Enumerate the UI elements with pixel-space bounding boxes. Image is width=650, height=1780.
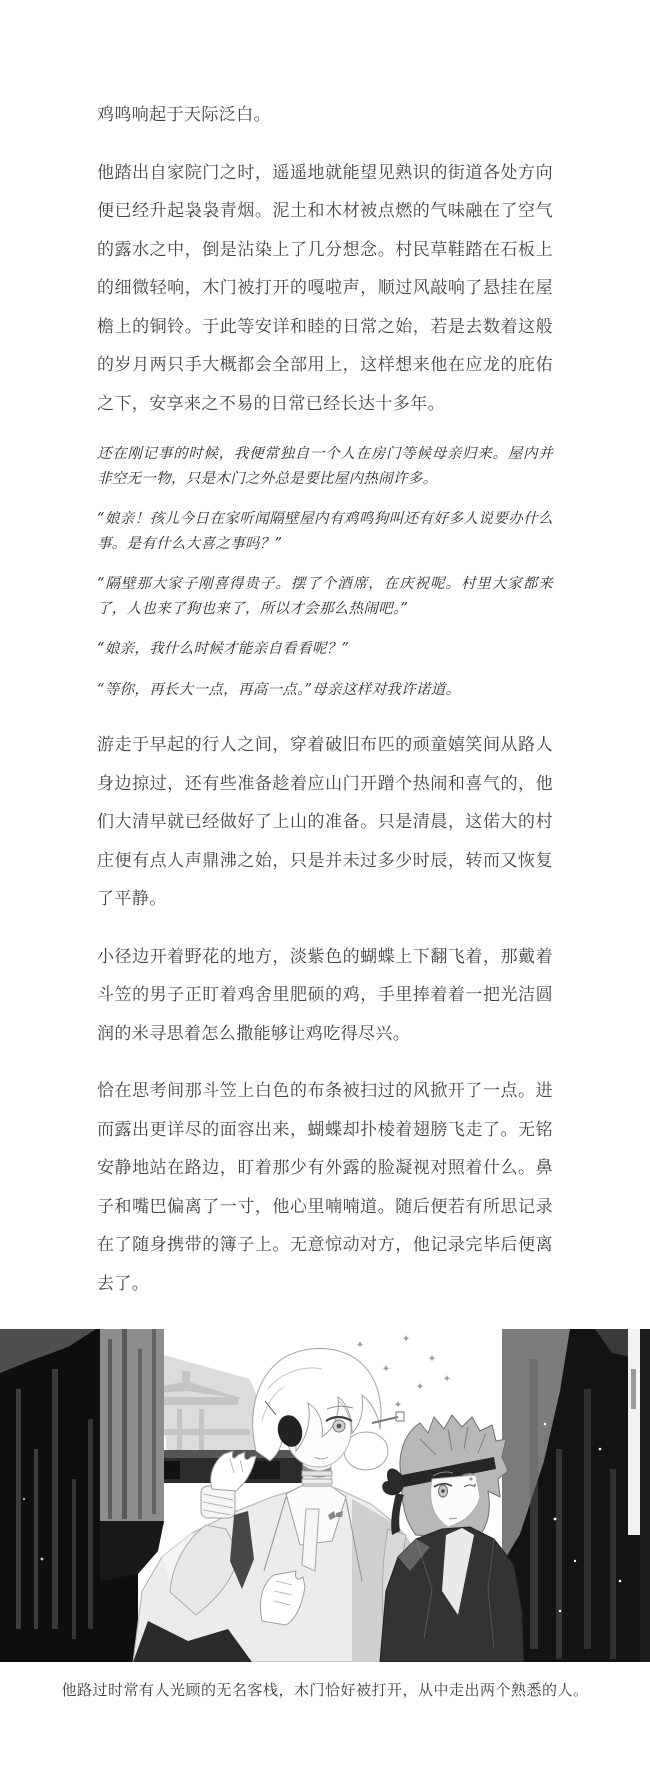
flashback-paragraph: “娘亲！孩儿今日在家听闻隔壁屋内有鸡鸣狗叫还有好多人说要办什么事。是有什么大喜之事吗？” [97,511,553,552]
flashback-paragraph: “娘亲，我什么时候才能亲自看看呢？” [97,641,350,657]
illustration-canvas [0,1329,650,1662]
story-paragraph: 鸡鸣响起于天际泛白。 [97,105,271,124]
eye-pupil [337,1424,342,1429]
flashback-paragraph: “隔壁那大家子刚喜得贵子。摆了个酒席，在庆祝呢。村里大家都来了，人也来了狗也来了，所以才会那么热闹吧。” [97,576,553,617]
story-paragraph: 恰在思考间那斗笠上白色的布条被扫过的风掀开了一点。进而露出更详尽的面容出来，蝴蝶却扑棱着翅膀飞走了。无铭安静地站在路边，盯着那少有外露的脸凝视对照着什么。鼻子和嘴巴偏离了一寸，他心里喃喃道。随后便若有所思记录在了随身携带的簿子上。无意惊动对方，他记录完毕后便离去了。 [97,1081,553,1293]
manga-illustration [0,1329,650,1780]
story-paragraph: 小径边开着野花的地方，淡紫色的蝴蝶上下翻飞着，那戴着斗笠的男子正盯着鸡舍里肥硕的鸡，手里捧着着一把光洁圆润的米寻思着怎么撒能够让鸡吃得尽兴。 [97,946,553,1043]
face-mark-dot-2 [474,1484,477,1487]
flashback-paragraph: 还在刚记事的时候，我便常独自一个人在房门等候母亲归来。屋内并非空无一物，只是木门之外总是要比屋内热闹许多。 [97,446,553,487]
story-paragraph: 游走于早起的行人之间，穿着破旧布匹的顽童嬉笑间从路人身边掠过，还有些准备趁着应山门开蹭个热闹和喜气的，他们大清早就已经做好了上山的准备。只是清晨，这偌大的村庄便有点人声鼎沸之始，只是并未过多少时辰，转而又恢复了平静。 [97,735,553,908]
illustration-caption: 他路过时常有人光顾的无名客栈，木门恰好被打开，从中走出两个熟悉的人。 [61,1682,589,1699]
neck-choker-2 [302,1479,332,1484]
flashback-paragraph: “等你，再长大一点，再高一点。”母亲这样对我许诺道。 [97,681,461,698]
face-mark-dot [469,1477,472,1480]
flashback-memory-block [97,442,553,702]
story-text [97,0,553,1303]
story-paragraph: 他踏出自家院门之时，遥遥地就能望见熟识的街道各处方向便已经升起袅袅青烟。泥土和木材被点燃的气味融在了空气的露水之中，倒是沾染上了几分想念。村民草鞋踏在石板上的细微轻响，木门被打开的嘎啦声，顺过风敲响了悬挂在屋檐上的铜铃。于此等安详和睦的日常之始，若是去数着这般的岁月两只手大概都会全部用上，这样想来他在应龙的庇佑之下，安享来之不易的日常已经长达十多年。 [97,162,553,413]
companion-eye-pupil [441,1489,445,1493]
gray-door-post [100,1329,164,1581]
neck-choker [302,1471,332,1476]
